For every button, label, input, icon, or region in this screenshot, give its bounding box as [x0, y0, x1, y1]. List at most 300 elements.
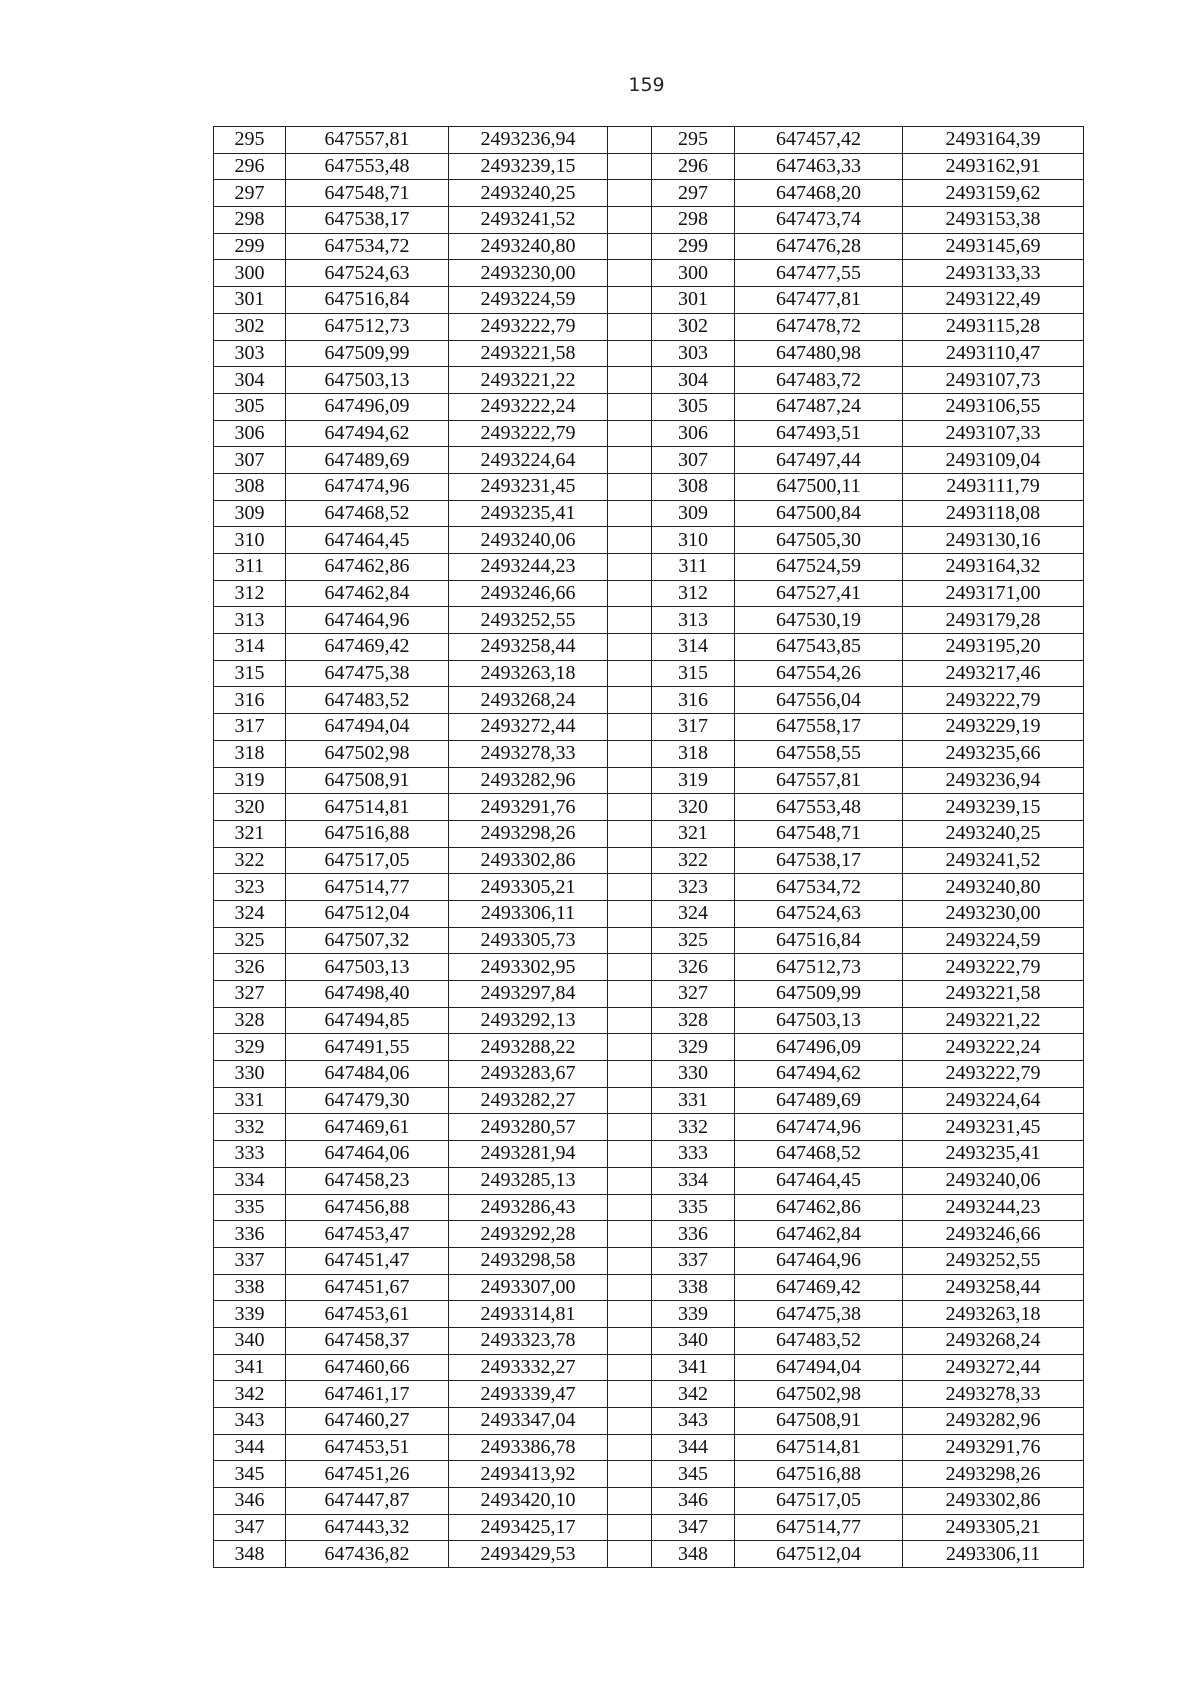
right-point-number-cell: 345 [652, 1461, 735, 1488]
left-x-coordinate-cell: 647479,30 [286, 1087, 449, 1114]
right-y-coordinate-cell: 2493229,19 [903, 714, 1084, 741]
blank-separator-cell [608, 1247, 652, 1274]
blank-separator-cell [608, 1301, 652, 1328]
table-row [214, 1167, 1084, 1194]
left-point-number-cell: 344 [214, 1434, 286, 1461]
blank-separator-cell [608, 233, 652, 260]
blank-separator-cell [608, 527, 652, 554]
blank-separator-cell [608, 1381, 652, 1408]
right-point-number-cell: 342 [652, 1381, 735, 1408]
left-y-coordinate-cell: 2493288,22 [449, 1034, 608, 1061]
left-y-coordinate-cell: 2493307,00 [449, 1274, 608, 1301]
left-x-coordinate-cell: 647509,99 [286, 340, 449, 367]
right-y-coordinate-cell: 2493246,66 [903, 1221, 1084, 1248]
right-point-number-cell: 304 [652, 367, 735, 394]
right-point-number-cell: 318 [652, 740, 735, 767]
left-y-coordinate-cell: 2493252,55 [449, 607, 608, 634]
right-y-coordinate-cell: 2493231,45 [903, 1114, 1084, 1141]
table-row [214, 260, 1084, 287]
blank-separator-cell [608, 900, 652, 927]
table-row [214, 740, 1084, 767]
right-y-coordinate-cell: 2493159,62 [903, 180, 1084, 207]
table-row [214, 233, 1084, 260]
table-row [214, 660, 1084, 687]
left-x-coordinate-cell: 647503,13 [286, 367, 449, 394]
left-y-coordinate-cell: 2493282,27 [449, 1087, 608, 1114]
blank-separator-cell [608, 1434, 652, 1461]
right-point-number-cell: 346 [652, 1488, 735, 1515]
blank-separator-cell [608, 1514, 652, 1541]
left-point-number-cell: 338 [214, 1274, 286, 1301]
blank-separator-cell [608, 1461, 652, 1488]
table-row [214, 420, 1084, 447]
right-x-coordinate-cell: 647474,96 [735, 1114, 903, 1141]
left-point-number-cell: 339 [214, 1301, 286, 1328]
left-y-coordinate-cell: 2493246,66 [449, 580, 608, 607]
table-row [214, 820, 1084, 847]
right-y-coordinate-cell: 2493298,26 [903, 1461, 1084, 1488]
blank-separator-cell [608, 420, 652, 447]
left-x-coordinate-cell: 647461,17 [286, 1381, 449, 1408]
right-x-coordinate-cell: 647514,81 [735, 1434, 903, 1461]
right-x-coordinate-cell: 647497,44 [735, 447, 903, 474]
right-point-number-cell: 335 [652, 1194, 735, 1221]
right-y-coordinate-cell: 2493122,49 [903, 287, 1084, 314]
left-point-number-cell: 297 [214, 180, 286, 207]
left-x-coordinate-cell: 647516,88 [286, 820, 449, 847]
right-y-coordinate-cell: 2493195,20 [903, 634, 1084, 661]
blank-separator-cell [608, 313, 652, 340]
left-x-coordinate-cell: 647469,61 [286, 1114, 449, 1141]
right-y-coordinate-cell: 2493162,91 [903, 153, 1084, 180]
left-point-number-cell: 323 [214, 874, 286, 901]
left-y-coordinate-cell: 2493332,27 [449, 1354, 608, 1381]
left-y-coordinate-cell: 2493347,04 [449, 1408, 608, 1435]
right-y-coordinate-cell: 2493224,59 [903, 927, 1084, 954]
right-y-coordinate-cell: 2493222,79 [903, 1061, 1084, 1088]
left-y-coordinate-cell: 2493240,80 [449, 233, 608, 260]
table-row [214, 393, 1084, 420]
right-point-number-cell: 299 [652, 233, 735, 260]
left-y-coordinate-cell: 2493231,45 [449, 473, 608, 500]
left-point-number-cell: 321 [214, 820, 286, 847]
table-row [214, 554, 1084, 581]
table-row [214, 1541, 1084, 1568]
left-y-coordinate-cell: 2493222,24 [449, 393, 608, 420]
right-x-coordinate-cell: 647496,09 [735, 1034, 903, 1061]
blank-separator-cell [608, 794, 652, 821]
blank-separator-cell [608, 1034, 652, 1061]
left-point-number-cell: 330 [214, 1061, 286, 1088]
left-y-coordinate-cell: 2493258,44 [449, 634, 608, 661]
right-y-coordinate-cell: 2493179,28 [903, 607, 1084, 634]
right-x-coordinate-cell: 647457,42 [735, 127, 903, 154]
blank-separator-cell [608, 180, 652, 207]
right-x-coordinate-cell: 647494,62 [735, 1061, 903, 1088]
table-row [214, 1194, 1084, 1221]
right-x-coordinate-cell: 647505,30 [735, 527, 903, 554]
right-x-coordinate-cell: 647464,45 [735, 1167, 903, 1194]
right-point-number-cell: 332 [652, 1114, 735, 1141]
left-x-coordinate-cell: 647460,66 [286, 1354, 449, 1381]
left-point-number-cell: 312 [214, 580, 286, 607]
table-row [214, 847, 1084, 874]
right-y-coordinate-cell: 2493130,16 [903, 527, 1084, 554]
table-row [214, 607, 1084, 634]
right-x-coordinate-cell: 647477,55 [735, 260, 903, 287]
left-x-coordinate-cell: 647483,52 [286, 687, 449, 714]
page-number: 159 [628, 74, 665, 96]
left-point-number-cell: 327 [214, 981, 286, 1008]
right-point-number-cell: 328 [652, 1007, 735, 1034]
left-y-coordinate-cell: 2493278,33 [449, 740, 608, 767]
left-point-number-cell: 328 [214, 1007, 286, 1034]
blank-separator-cell [608, 207, 652, 234]
left-x-coordinate-cell: 647469,42 [286, 634, 449, 661]
left-x-coordinate-cell: 647458,37 [286, 1327, 449, 1354]
left-y-coordinate-cell: 2493224,64 [449, 447, 608, 474]
right-y-coordinate-cell: 2493244,23 [903, 1194, 1084, 1221]
blank-separator-cell [608, 1274, 652, 1301]
left-x-coordinate-cell: 647494,62 [286, 420, 449, 447]
table-row [214, 1221, 1084, 1248]
left-point-number-cell: 314 [214, 634, 286, 661]
right-point-number-cell: 339 [652, 1301, 735, 1328]
left-x-coordinate-cell: 647496,09 [286, 393, 449, 420]
right-x-coordinate-cell: 647508,91 [735, 1408, 903, 1435]
left-point-number-cell: 342 [214, 1381, 286, 1408]
left-x-coordinate-cell: 647443,32 [286, 1514, 449, 1541]
left-y-coordinate-cell: 2493298,26 [449, 820, 608, 847]
left-y-coordinate-cell: 2493314,81 [449, 1301, 608, 1328]
right-x-coordinate-cell: 647530,19 [735, 607, 903, 634]
right-x-coordinate-cell: 647524,63 [735, 900, 903, 927]
blank-separator-cell [608, 153, 652, 180]
left-point-number-cell: 345 [214, 1461, 286, 1488]
left-x-coordinate-cell: 647508,91 [286, 767, 449, 794]
right-point-number-cell: 344 [652, 1434, 735, 1461]
right-x-coordinate-cell: 647475,38 [735, 1301, 903, 1328]
right-point-number-cell: 309 [652, 500, 735, 527]
right-y-coordinate-cell: 2493240,25 [903, 820, 1084, 847]
left-x-coordinate-cell: 647514,81 [286, 794, 449, 821]
blank-separator-cell [608, 580, 652, 607]
right-x-coordinate-cell: 647468,52 [735, 1141, 903, 1168]
right-y-coordinate-cell: 2493222,79 [903, 687, 1084, 714]
right-y-coordinate-cell: 2493107,73 [903, 367, 1084, 394]
right-point-number-cell: 337 [652, 1247, 735, 1274]
right-x-coordinate-cell: 647558,17 [735, 714, 903, 741]
right-point-number-cell: 341 [652, 1354, 735, 1381]
right-x-coordinate-cell: 647512,04 [735, 1541, 903, 1568]
right-point-number-cell: 311 [652, 554, 735, 581]
left-y-coordinate-cell: 2493282,96 [449, 767, 608, 794]
right-point-number-cell: 348 [652, 1541, 735, 1568]
right-x-coordinate-cell: 647462,84 [735, 1221, 903, 1248]
blank-separator-cell [608, 500, 652, 527]
left-x-coordinate-cell: 647436,82 [286, 1541, 449, 1568]
blank-separator-cell [608, 1061, 652, 1088]
left-point-number-cell: 303 [214, 340, 286, 367]
right-x-coordinate-cell: 647548,71 [735, 820, 903, 847]
left-y-coordinate-cell: 2493429,53 [449, 1541, 608, 1568]
left-point-number-cell: 326 [214, 954, 286, 981]
right-x-coordinate-cell: 647462,86 [735, 1194, 903, 1221]
left-point-number-cell: 322 [214, 847, 286, 874]
right-x-coordinate-cell: 647516,88 [735, 1461, 903, 1488]
right-y-coordinate-cell: 2493239,15 [903, 794, 1084, 821]
left-point-number-cell: 317 [214, 714, 286, 741]
right-x-coordinate-cell: 647556,04 [735, 687, 903, 714]
blank-separator-cell [608, 1327, 652, 1354]
table-row [214, 634, 1084, 661]
table-row [214, 153, 1084, 180]
left-y-coordinate-cell: 2493297,84 [449, 981, 608, 1008]
blank-separator-cell [608, 1194, 652, 1221]
left-point-number-cell: 334 [214, 1167, 286, 1194]
right-y-coordinate-cell: 2493111,79 [903, 473, 1084, 500]
left-y-coordinate-cell: 2493298,58 [449, 1247, 608, 1274]
blank-separator-cell [608, 847, 652, 874]
right-y-coordinate-cell: 2493268,24 [903, 1327, 1084, 1354]
table-row [214, 180, 1084, 207]
table-row [214, 1061, 1084, 1088]
left-point-number-cell: 300 [214, 260, 286, 287]
right-x-coordinate-cell: 647469,42 [735, 1274, 903, 1301]
left-point-number-cell: 319 [214, 767, 286, 794]
right-y-coordinate-cell: 2493164,32 [903, 554, 1084, 581]
right-x-coordinate-cell: 647478,72 [735, 313, 903, 340]
left-x-coordinate-cell: 647489,69 [286, 447, 449, 474]
left-x-coordinate-cell: 647451,47 [286, 1247, 449, 1274]
right-point-number-cell: 295 [652, 127, 735, 154]
right-y-coordinate-cell: 2493252,55 [903, 1247, 1084, 1274]
right-y-coordinate-cell: 2493107,33 [903, 420, 1084, 447]
table-row [214, 340, 1084, 367]
left-x-coordinate-cell: 647494,04 [286, 714, 449, 741]
left-x-coordinate-cell: 647484,06 [286, 1061, 449, 1088]
left-x-coordinate-cell: 647474,96 [286, 473, 449, 500]
left-y-coordinate-cell: 2493285,13 [449, 1167, 608, 1194]
right-point-number-cell: 330 [652, 1061, 735, 1088]
left-y-coordinate-cell: 2493222,79 [449, 313, 608, 340]
right-x-coordinate-cell: 647468,20 [735, 180, 903, 207]
left-point-number-cell: 348 [214, 1541, 286, 1568]
right-y-coordinate-cell: 2493221,58 [903, 981, 1084, 1008]
right-x-coordinate-cell: 647517,05 [735, 1488, 903, 1515]
right-x-coordinate-cell: 647503,13 [735, 1007, 903, 1034]
right-x-coordinate-cell: 647527,41 [735, 580, 903, 607]
blank-separator-cell [608, 981, 652, 1008]
left-x-coordinate-cell: 647475,38 [286, 660, 449, 687]
blank-separator-cell [608, 473, 652, 500]
left-y-coordinate-cell: 2493339,47 [449, 1381, 608, 1408]
left-x-coordinate-cell: 647468,52 [286, 500, 449, 527]
right-y-coordinate-cell: 2493106,55 [903, 393, 1084, 420]
left-y-coordinate-cell: 2493230,00 [449, 260, 608, 287]
left-x-coordinate-cell: 647447,87 [286, 1488, 449, 1515]
left-x-coordinate-cell: 647464,45 [286, 527, 449, 554]
right-x-coordinate-cell: 647494,04 [735, 1354, 903, 1381]
right-point-number-cell: 296 [652, 153, 735, 180]
left-point-number-cell: 343 [214, 1408, 286, 1435]
right-y-coordinate-cell: 2493305,21 [903, 1514, 1084, 1541]
blank-separator-cell [608, 820, 652, 847]
right-point-number-cell: 322 [652, 847, 735, 874]
left-y-coordinate-cell: 2493241,52 [449, 207, 608, 234]
right-y-coordinate-cell: 2493258,44 [903, 1274, 1084, 1301]
left-x-coordinate-cell: 647514,77 [286, 874, 449, 901]
blank-separator-cell [608, 1408, 652, 1435]
left-y-coordinate-cell: 2493221,22 [449, 367, 608, 394]
table-row [214, 207, 1084, 234]
right-x-coordinate-cell: 647538,17 [735, 847, 903, 874]
table-row [214, 1114, 1084, 1141]
right-point-number-cell: 338 [652, 1274, 735, 1301]
table-row [214, 473, 1084, 500]
left-y-coordinate-cell: 2493224,59 [449, 287, 608, 314]
right-point-number-cell: 343 [652, 1408, 735, 1435]
left-x-coordinate-cell: 647507,32 [286, 927, 449, 954]
left-x-coordinate-cell: 647451,67 [286, 1274, 449, 1301]
left-y-coordinate-cell: 2493240,06 [449, 527, 608, 554]
left-y-coordinate-cell: 2493413,92 [449, 1461, 608, 1488]
right-point-number-cell: 324 [652, 900, 735, 927]
table-row [214, 767, 1084, 794]
left-point-number-cell: 298 [214, 207, 286, 234]
table-row [214, 1301, 1084, 1328]
right-point-number-cell: 320 [652, 794, 735, 821]
blank-separator-cell [608, 1541, 652, 1568]
left-x-coordinate-cell: 647453,61 [286, 1301, 449, 1328]
right-point-number-cell: 323 [652, 874, 735, 901]
left-x-coordinate-cell: 647503,13 [286, 954, 449, 981]
left-point-number-cell: 333 [214, 1141, 286, 1168]
right-y-coordinate-cell: 2493302,86 [903, 1488, 1084, 1515]
left-point-number-cell: 301 [214, 287, 286, 314]
left-x-coordinate-cell: 647538,17 [286, 207, 449, 234]
left-point-number-cell: 306 [214, 420, 286, 447]
right-x-coordinate-cell: 647509,99 [735, 981, 903, 1008]
table-row [214, 1034, 1084, 1061]
right-point-number-cell: 302 [652, 313, 735, 340]
left-x-coordinate-cell: 647458,23 [286, 1167, 449, 1194]
right-point-number-cell: 300 [652, 260, 735, 287]
right-y-coordinate-cell: 2493221,22 [903, 1007, 1084, 1034]
blank-separator-cell [608, 660, 652, 687]
right-x-coordinate-cell: 647493,51 [735, 420, 903, 447]
left-x-coordinate-cell: 647516,84 [286, 287, 449, 314]
table-row [214, 1461, 1084, 1488]
left-y-coordinate-cell: 2493420,10 [449, 1488, 608, 1515]
right-point-number-cell: 312 [652, 580, 735, 607]
table-row [214, 981, 1084, 1008]
right-y-coordinate-cell: 2493115,28 [903, 313, 1084, 340]
table-row [214, 1327, 1084, 1354]
table-row [214, 313, 1084, 340]
blank-separator-cell [608, 1007, 652, 1034]
left-y-coordinate-cell: 2493221,58 [449, 340, 608, 367]
left-point-number-cell: 296 [214, 153, 286, 180]
left-x-coordinate-cell: 647453,47 [286, 1221, 449, 1248]
left-point-number-cell: 331 [214, 1087, 286, 1114]
right-point-number-cell: 317 [652, 714, 735, 741]
blank-separator-cell [608, 1221, 652, 1248]
left-point-number-cell: 337 [214, 1247, 286, 1274]
left-y-coordinate-cell: 2493291,76 [449, 794, 608, 821]
table-row [214, 367, 1084, 394]
right-point-number-cell: 333 [652, 1141, 735, 1168]
left-y-coordinate-cell: 2493292,28 [449, 1221, 608, 1248]
right-x-coordinate-cell: 647483,72 [735, 367, 903, 394]
right-y-coordinate-cell: 2493171,00 [903, 580, 1084, 607]
right-y-coordinate-cell: 2493235,41 [903, 1141, 1084, 1168]
left-y-coordinate-cell: 2493272,44 [449, 714, 608, 741]
right-point-number-cell: 297 [652, 180, 735, 207]
table-row [214, 447, 1084, 474]
table-row [214, 527, 1084, 554]
right-point-number-cell: 327 [652, 981, 735, 1008]
right-point-number-cell: 321 [652, 820, 735, 847]
blank-separator-cell [608, 447, 652, 474]
table-row [214, 1141, 1084, 1168]
table-row [214, 1007, 1084, 1034]
left-point-number-cell: 305 [214, 393, 286, 420]
left-point-number-cell: 302 [214, 313, 286, 340]
right-y-coordinate-cell: 2493222,79 [903, 954, 1084, 981]
blank-separator-cell [608, 340, 652, 367]
blank-separator-cell [608, 767, 652, 794]
left-x-coordinate-cell: 647534,72 [286, 233, 449, 260]
right-x-coordinate-cell: 647514,77 [735, 1514, 903, 1541]
right-y-coordinate-cell: 2493222,24 [903, 1034, 1084, 1061]
left-y-coordinate-cell: 2493281,94 [449, 1141, 608, 1168]
left-y-coordinate-cell: 2493386,78 [449, 1434, 608, 1461]
right-x-coordinate-cell: 647502,98 [735, 1381, 903, 1408]
right-y-coordinate-cell: 2493109,04 [903, 447, 1084, 474]
left-point-number-cell: 346 [214, 1488, 286, 1515]
right-y-coordinate-cell: 2493278,33 [903, 1381, 1084, 1408]
table-row [214, 794, 1084, 821]
right-y-coordinate-cell: 2493164,39 [903, 127, 1084, 154]
right-y-coordinate-cell: 2493133,33 [903, 260, 1084, 287]
blank-separator-cell [608, 607, 652, 634]
right-x-coordinate-cell: 647557,81 [735, 767, 903, 794]
left-point-number-cell: 341 [214, 1354, 286, 1381]
right-point-number-cell: 319 [652, 767, 735, 794]
left-y-coordinate-cell: 2493236,94 [449, 127, 608, 154]
left-x-coordinate-cell: 647460,27 [286, 1408, 449, 1435]
right-point-number-cell: 303 [652, 340, 735, 367]
left-point-number-cell: 304 [214, 367, 286, 394]
blank-separator-cell [608, 874, 652, 901]
left-point-number-cell: 307 [214, 447, 286, 474]
right-point-number-cell: 334 [652, 1167, 735, 1194]
left-point-number-cell: 299 [214, 233, 286, 260]
left-y-coordinate-cell: 2493302,95 [449, 954, 608, 981]
left-x-coordinate-cell: 647512,04 [286, 900, 449, 927]
left-y-coordinate-cell: 2493244,23 [449, 554, 608, 581]
left-y-coordinate-cell: 2493240,25 [449, 180, 608, 207]
right-point-number-cell: 313 [652, 607, 735, 634]
table-row [214, 1434, 1084, 1461]
right-y-coordinate-cell: 2493224,64 [903, 1087, 1084, 1114]
table-row [214, 1087, 1084, 1114]
left-x-coordinate-cell: 647498,40 [286, 981, 449, 1008]
right-y-coordinate-cell: 2493282,96 [903, 1408, 1084, 1435]
blank-separator-cell [608, 1488, 652, 1515]
left-point-number-cell: 335 [214, 1194, 286, 1221]
